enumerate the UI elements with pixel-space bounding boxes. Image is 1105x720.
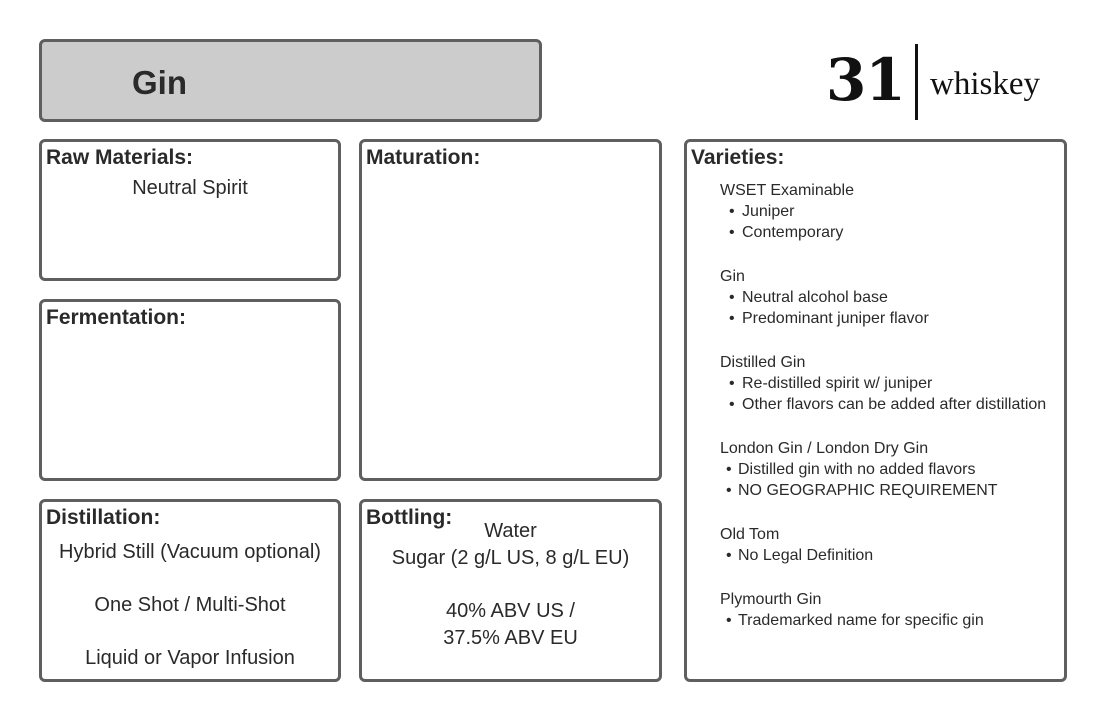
- variety-group: [720, 438, 1054, 501]
- variety-item: • Distilled gin with no added flavors: [720, 459, 1054, 480]
- bottling-line: Water: [484, 520, 537, 542]
- distillation-line: One Shot / Multi-Shot: [94, 594, 286, 616]
- bottling-card: [359, 499, 662, 682]
- variety-item: • Neutral alcohol base: [720, 287, 1054, 308]
- variety-item: • Other flavors can be added after distillation: [720, 394, 1054, 415]
- raw-materials-heading: Raw Materials:: [46, 146, 194, 169]
- variety-group-title: Distilled Gin: [720, 354, 806, 371]
- variety-item: • Contemporary: [720, 222, 1054, 243]
- maturation-card: [359, 139, 662, 481]
- varieties-card: [684, 139, 1067, 682]
- bottling-line: 40% ABV US /: [446, 600, 575, 622]
- variety-item: • No Legal Definition: [720, 545, 1054, 566]
- distillation-line: Liquid or Vapor Infusion: [85, 647, 295, 669]
- varieties-heading: Varieties:: [691, 146, 785, 169]
- variety-item: • Re-distilled spirit w/ juniper: [720, 373, 1054, 394]
- title-banner: [39, 39, 542, 122]
- variety-group: [720, 524, 1054, 566]
- variety-group: [720, 266, 1054, 329]
- brand-logo: [826, 44, 1066, 122]
- variety-group-title: WSET Examinable: [720, 182, 854, 199]
- variety-group-title: London Gin / London Dry Gin: [720, 440, 929, 457]
- fermentation-card: [39, 299, 341, 481]
- logo-word: whiskey: [930, 66, 1040, 102]
- variety-group: [720, 589, 1054, 631]
- variety-item: • Trademarked name for specific gin: [720, 610, 1054, 631]
- raw-materials-line: Neutral Spirit: [132, 177, 248, 199]
- variety-item: • Predominant juniper flavor: [720, 308, 1054, 329]
- distillation-line: Hybrid Still (Vacuum optional): [59, 541, 321, 563]
- distillation-card: [39, 499, 341, 682]
- variety-group: [720, 352, 1054, 415]
- logo-divider: [915, 44, 918, 120]
- variety-item: • NO GEOGRAPHIC REQUIREMENT: [720, 480, 1054, 501]
- bottling-line: 37.5% ABV EU: [443, 627, 578, 649]
- bottling-heading: Bottling:: [366, 506, 453, 529]
- maturation-heading: Maturation:: [366, 146, 481, 169]
- variety-group-title: Plymourth Gin: [720, 591, 822, 608]
- logo-number: 31: [826, 46, 905, 114]
- variety-group: [720, 180, 1054, 243]
- varieties-list: [720, 180, 1054, 654]
- raw-materials-card: [39, 139, 341, 281]
- page-title: Gin: [132, 64, 187, 101]
- distillation-heading: Distillation:: [46, 506, 161, 529]
- variety-group-title: Old Tom: [720, 526, 780, 543]
- fermentation-heading: Fermentation:: [46, 306, 187, 329]
- variety-group-title: Gin: [720, 268, 745, 285]
- bottling-line: Sugar (2 g/L US, 8 g/L EU): [391, 547, 630, 569]
- variety-item: • Juniper: [720, 201, 1054, 222]
